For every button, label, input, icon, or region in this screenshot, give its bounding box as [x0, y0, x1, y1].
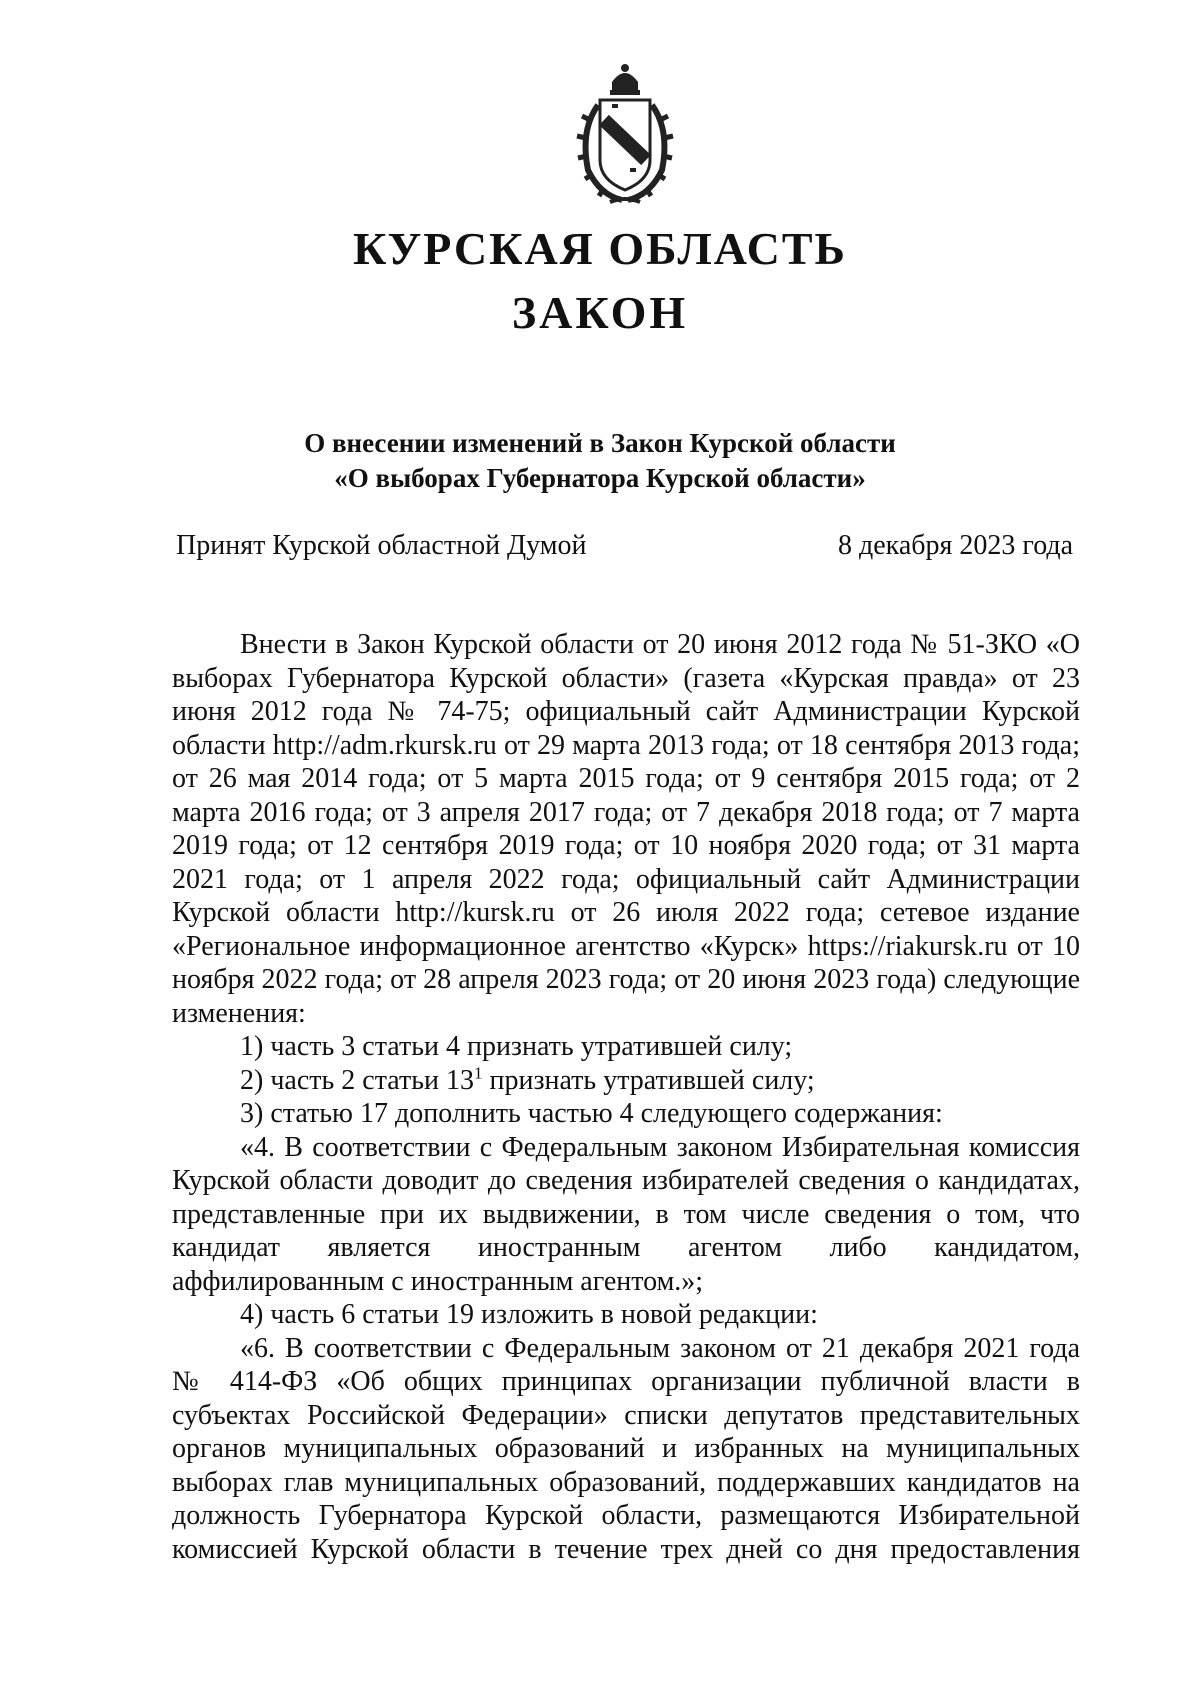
law-title [0, 426, 1200, 496]
amendment-item-2 [172, 1064, 1080, 1098]
amendment-item-2-text: 2) часть 2 статьи 13 [240, 1064, 474, 1096]
coat-of-arms-emblem [560, 60, 690, 210]
document-type: ЗАКОН [511, 287, 689, 338]
adopted-by: Принят Курской областной Думой [176, 530, 587, 561]
adoption-date: 8 декабря 2023 года [838, 530, 1074, 561]
amendment-item-2-tail: признать утратившей силу; [482, 1064, 815, 1096]
quoted-part-6: «6. В соответствии с Федеральным законом от 21 декабря 2021 года № 414-ФЗ «Об общих принципах организации публичной власти в субъектах Российской Федерации» списки депутатов представительных органов муниципальных образований и избранных на муниципальных выборах глав муниципальных образований, поддержавших кандидатов на должность Губернатора Курской области, размещаются Избирательной комиссией Курской области в течение трех дней со дня предоставления [172, 1332, 1080, 1565]
intro-paragraph: Внести в Закон Курской области от 20 июня 2012 года № 51-ЗКО «О выборах Губернатора Курской области» (газета «Курская правда» от 23 июня 2012 года № 74-75; официальный сайт Администрации Курской области http://adm.rkursk.ru от 29 марта 2013 года; от 18 сентября 2013 года; от 26 мая 2014 года; от 5 марта 2015 года; от 9 сентября 2015 года; от 2 марта 2016 года; от 3 апреля 2017 года; от 7 декабря 2018 года; от 7 марта 2019 года; от 12 сентября 2019 года; от 10 ноября 2020 года; от 31 марта 2021 года; от 1 апреля 2022 года; официальный сайт Администрации Курской области http://kursk.ru от 26 июля 2022 года; сетевое издание «Региональное информационное агентство «Курск» https://riakursk.ru от 10 ноября 2022 года; от 28 апреля 2023 года; от 20 июня 2023 года) следующие изменения: [172, 629, 1080, 1029]
amendment-item-1: 1) часть 3 статьи 4 признать утратившей силу; [240, 1031, 793, 1062]
law-title-line-2: «О выборах Губернатора Курской области» [334, 463, 866, 493]
region-title: КУРСКАЯ ОБЛАСТЬ [353, 223, 847, 274]
amendment-item-4: 4) часть 6 статьи 19 изложить в новой редакции: [240, 1299, 818, 1330]
article-superscript: 1 [473, 1063, 483, 1083]
law-title-line-1: О внесении изменений в Закон Курской области [304, 428, 896, 458]
quoted-part-4: «4. В соответствии с Федеральным законом Избирательная комиссия Курской области доводит до сведения избирателей сведения о кандидатах, представленные при их выдвижении, в том числе сведения о том, что кандидат является иностранным агентом либо кандидатом, аффилированным с иностранным агентом.»; [172, 1131, 1080, 1297]
law-body [172, 628, 1080, 1566]
amendment-item-3: 3) статью 17 дополнить частью 4 следующего содержания: [240, 1098, 943, 1129]
